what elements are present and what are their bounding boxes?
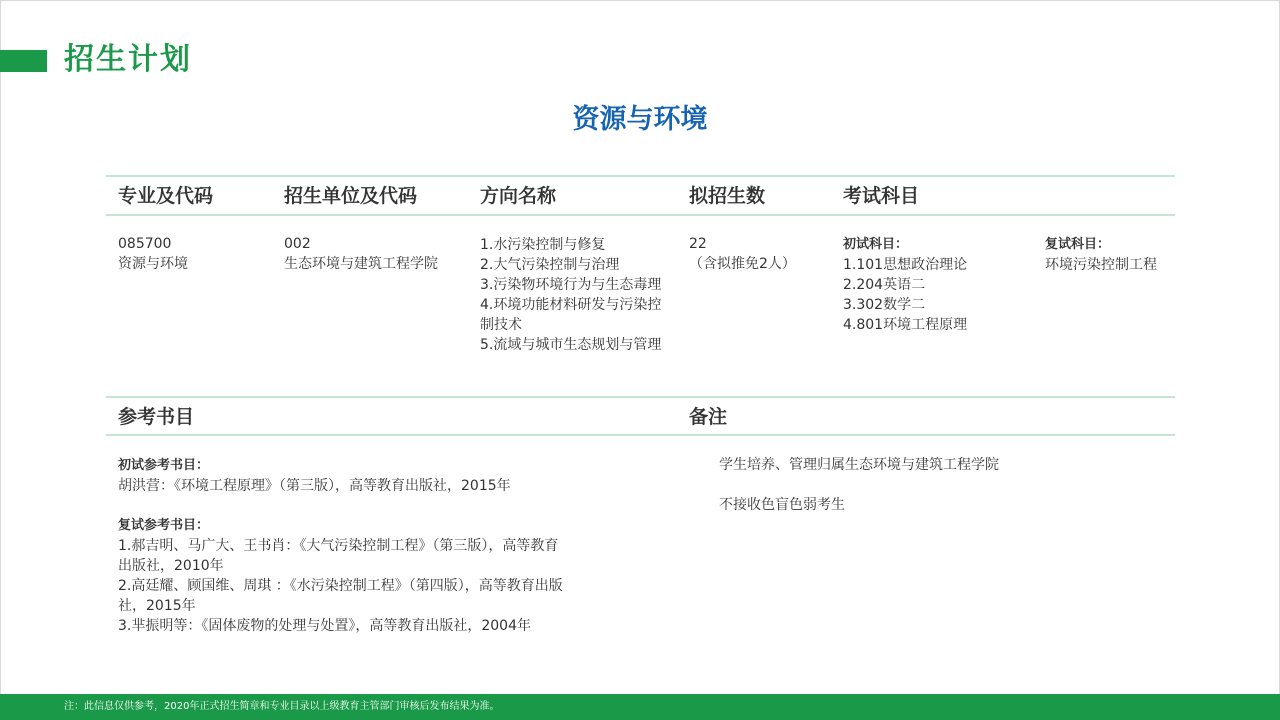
- retest-references-label: 复试参考书目：: [118, 518, 210, 533]
- footer-bar: [0, 694, 1280, 720]
- unit-name: 生态环境与建筑工程学院: [284, 256, 438, 272]
- retest-exam-label: 复试科目：: [1045, 237, 1111, 252]
- remark-item: 不接收色盲色弱考生: [719, 497, 845, 513]
- header-quota: 拟招生数: [689, 185, 766, 207]
- table-header-rule: [106, 214, 1175, 216]
- quota-number: 22: [689, 236, 707, 252]
- direction-item: 1.水污染控制与修复: [480, 237, 606, 253]
- reference-item: 胡洪营：《环境工程原理》（第三版），高等教育出版社，2015年: [118, 478, 511, 494]
- initial-exam-subject: 2.204英语二: [843, 277, 926, 293]
- initial-exam-subject: 3.302数学二: [843, 297, 926, 313]
- section-title: 资源与环境: [572, 104, 708, 135]
- header-accent-bar: [0, 50, 47, 72]
- initial-exam-cell: [843, 235, 967, 335]
- unit-cell: [284, 234, 438, 274]
- major-name: 资源与环境: [118, 256, 188, 272]
- header-exam: 考试科目: [843, 185, 920, 207]
- major-code: 085700: [118, 236, 172, 252]
- quota-cell: [689, 234, 796, 274]
- footer-note: 注：此信息仅供参考，2020年正式招生简章和专业目录以上级教育主管部门审核后发布结果为准。: [64, 701, 500, 712]
- reference-item: 3.芈振明等：《固体废物的处理与处置》，高等教育出版社，2004年: [118, 618, 531, 634]
- retest-exam-subject: 环境污染控制工程: [1045, 257, 1157, 273]
- unit-code: 002: [284, 236, 311, 252]
- header-major: 专业及代码: [118, 185, 214, 207]
- major-cell: [118, 234, 188, 274]
- page-title: 招生计划: [64, 42, 192, 77]
- quota-note: （含拟推免2人）: [689, 256, 796, 272]
- references-body: [118, 456, 563, 636]
- header-direction: 方向名称: [480, 185, 557, 207]
- remarks-body: [719, 455, 999, 515]
- header-unit: 招生单位及代码: [284, 185, 418, 207]
- direction-item: 4.环境功能材料研发与污染控: [480, 297, 662, 313]
- initial-exam-subject: 1.101思想政治理论: [843, 257, 968, 273]
- direction-item: 2.大气污染控制与治理: [480, 257, 620, 273]
- retest-exam-cell: [1045, 235, 1157, 275]
- references-top-rule: [106, 396, 1175, 398]
- direction-item: 制技术: [480, 317, 522, 333]
- table-top-rule: [106, 175, 1175, 177]
- direction-item: 3.污染物环境行为与生态毒理: [480, 277, 662, 293]
- direction-item: 5.流域与城市生态规划与管理: [480, 337, 662, 353]
- reference-item: 2.高廷耀、顾国维、周琪 ：《水污染控制工程》（第四版），高等教育出版: [118, 578, 563, 594]
- initial-exam-subject: 4.801环境工程原理: [843, 317, 968, 333]
- directions-cell: [480, 235, 661, 355]
- initial-exam-label: 初试科目：: [843, 237, 909, 252]
- reference-item: 出版社，2010年: [118, 558, 224, 574]
- initial-references-label: 初试参考书目：: [118, 458, 210, 473]
- remarks-header: 备注: [689, 406, 728, 428]
- references-header-rule: [106, 434, 1175, 436]
- references-header: 参考书目: [118, 406, 195, 428]
- reference-item: 1.郝吉明、马广大、王书肖：《大气污染控制工程》（第三版），高等教育: [118, 538, 559, 554]
- remark-item: 学生培养、管理归属生态环境与建筑工程学院: [719, 457, 999, 473]
- reference-item: 社，2015年: [118, 598, 196, 614]
